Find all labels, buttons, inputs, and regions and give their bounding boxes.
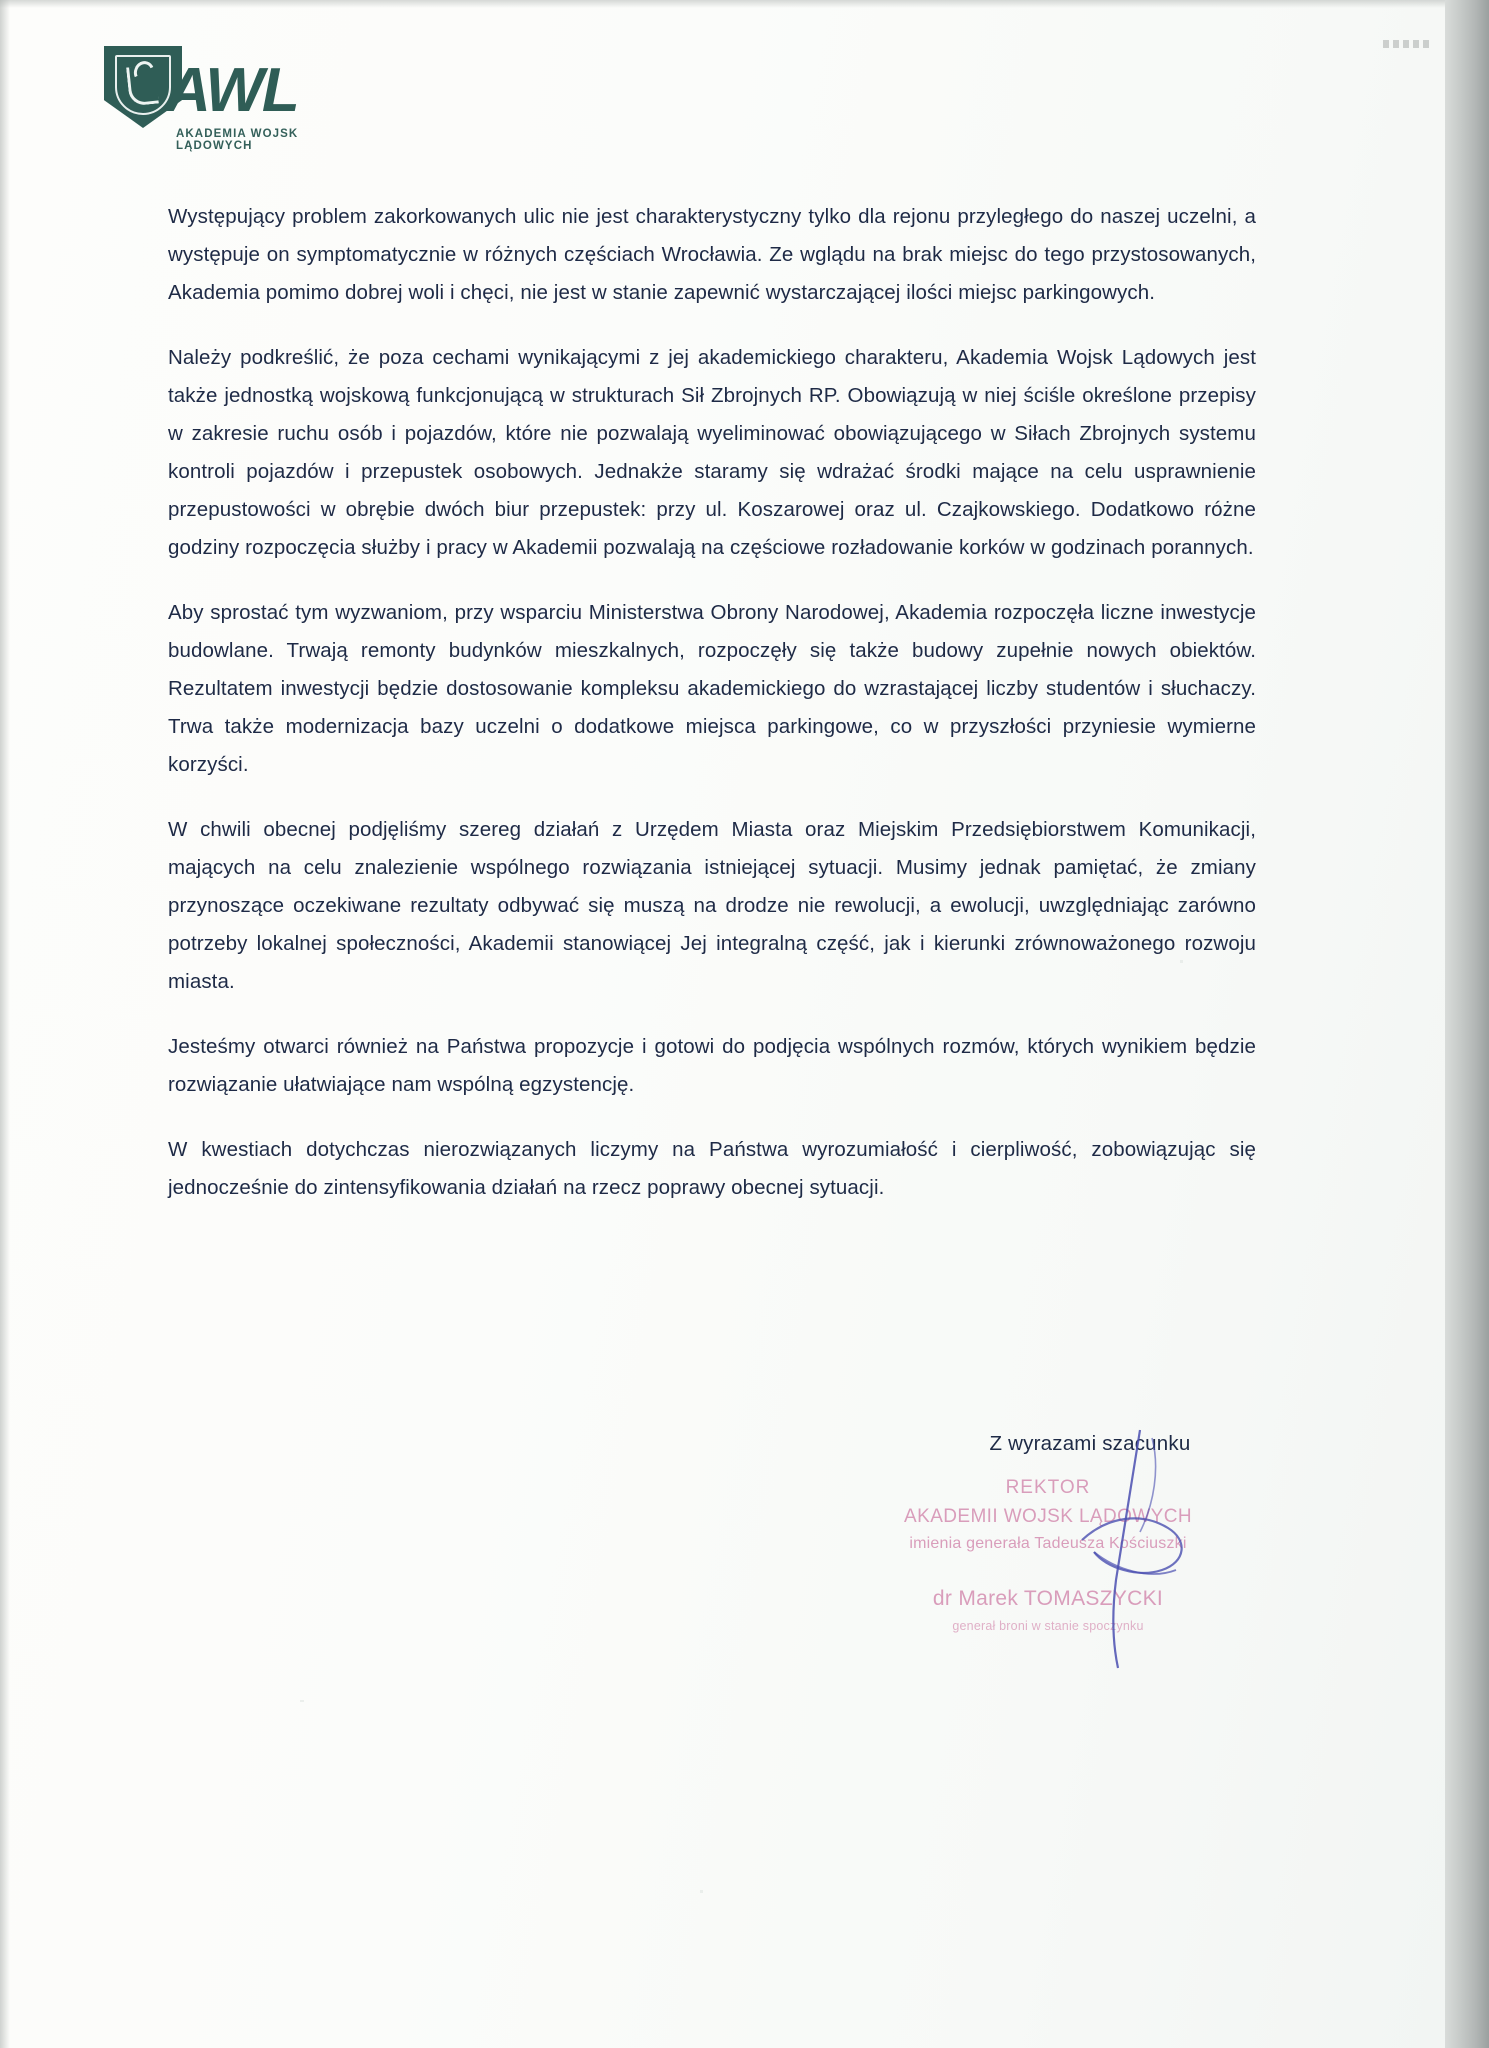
closing-salutation: Z wyrazami szacunku [989, 1432, 1191, 1455]
paragraph: Jesteśmy otwarci również na Państwa propozycje i gotowi do podjęcia wspólnych rozmów, których wynikiem będzie rozwiązanie ułatwiające nam wspólną egzystencję. [168, 1035, 1256, 1096]
stamp-line-academy: AKADEMII WOJSK LĄDOWYCH [904, 1506, 1192, 1528]
awl-logo [104, 46, 344, 152]
letter-body [168, 198, 1256, 1207]
scan-artifact [1383, 40, 1429, 48]
stamp-line-patron: imienia generała Tadeusza Kościuszki [909, 1534, 1187, 1552]
scan-speckle [700, 1890, 703, 1893]
paragraph: Występujący problem zakorkowanych ulic nie jest charakterystyczny tylko dla rejonu przyległego do naszej uczelni, a występuje on symptomatycznie w różnych częściach Wrocławia. Ze wglądu na brak miejsc do tego przystosowanych, Akademia pomimo dobrej woli i chęci, nie jest w stanie zapewnić wystarczającej ilości miejsc parkingowych. [168, 205, 1256, 304]
paper-edge-right [1445, 0, 1489, 2048]
logo-subtitle: AKADEMIA WOJSK LĄDOWYCH [176, 128, 299, 152]
paragraph: W chwili obecnej podjęliśmy szereg działań z Urzędem Miasta oraz Miejskim Przedsiębiorstwem Komunikacji, mających na celu znalezienie wspólnego rozwiązania istniejącej sytuacji. Musimy jednak pamiętać, że zmiany przynoszące oczekiwane rezultaty odbywać się muszą na drodze nie rewolucji, a ewolucji, uwzględniając zarówno potrzeby lokalnej społeczności, Akademii stanowiącej Jej integralną część, jak i kierunki zrównoważonego rozwoju miasta. [168, 818, 1256, 993]
stamp-line-rektor: REKTOR [1005, 1477, 1091, 1498]
paragraph: W kwestiach dotychczas nierozwiązanych liczymy na Państwa wyrozumiałość i cierpliwość, zobowiązując się jednocześnie do zintensyfikowania działań na rzecz poprawy obecnej sytuacji. [168, 1138, 1256, 1199]
paragraph: Należy podkreślić, że poza cechami wynikającymi z jej akademickiego charakteru, Akademia Wojsk Lądowych jest także jednostką wojskową funkcjonującą w strukturach Sił Zbrojnych RP. Obowiązują w niej ściśle określone przepisy w zakresie ruchu osób i pojazdów, które nie pozwalają wyeliminować obowiązującego w Siłach Zbrojnych systemu kontroli pojazdów i przepustek osobowych. Jednakże staramy się wdrażać środki mające na celu usprawnienie przepustowości w obrębie dwóch biur przepustek: przy ul. Koszarowej oraz ul. Czajkowskiego. Dodatkowo różne godziny rozpoczęcia służby i pracy w Akademii pozwalają na częściowe rozładowanie korków w godzinach porannych. [168, 346, 1256, 559]
rector-stamp [848, 1473, 1248, 1637]
logo-wordmark: AWL [166, 56, 298, 125]
stamp-line-rank: generał broni w stanie spoczynku [952, 1619, 1144, 1634]
paper-shadow-top [0, 0, 1445, 8]
scan-speckle [300, 1700, 304, 1702]
closing-block [880, 1432, 1300, 1456]
stamp-line-name: dr Marek TOMASZYCKI [932, 1586, 1164, 1610]
paper-shadow-left [0, 0, 10, 2048]
paragraph: Aby sprostać tym wyzwaniom, przy wsparciu Ministerstwa Obrony Narodowej, Akademia rozpoczęła liczne inwestycje budowlane. Trwają remonty budynków mieszkalnych, rozpoczęły się także budowy zupełnie nowych obiektów. Rezultatem inwestycji będzie dostosowanie kompleksu akademickiego do wzrastającej liczby studentów i słuchaczy. Trwa także modernizacja bazy uczelni o dodatkowe miejsca parkingowe, co w przyszłości przyniesie wymierne korzyści. [168, 601, 1256, 776]
